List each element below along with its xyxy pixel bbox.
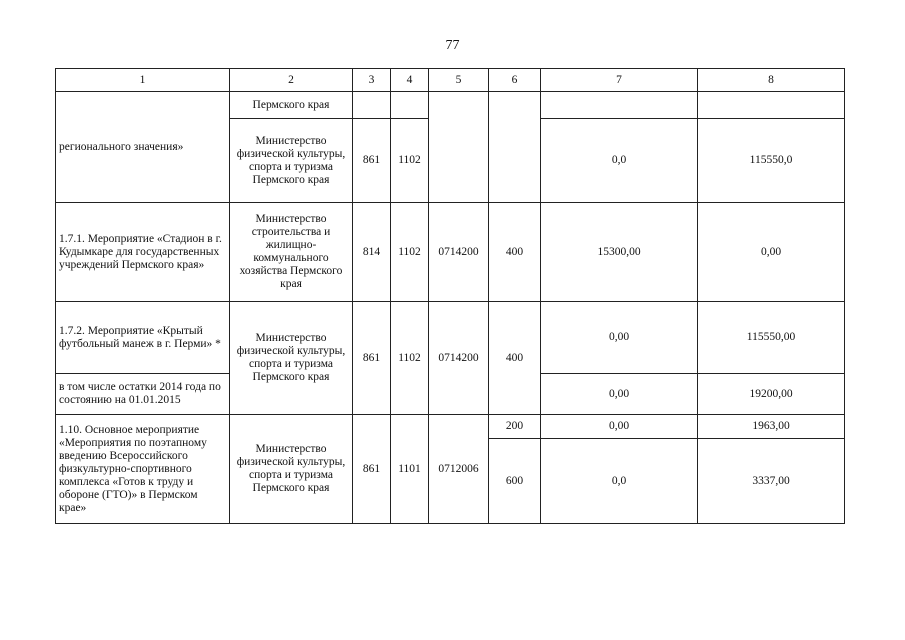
cell-empty [541,92,698,119]
cell-section-code: 1102 [391,302,429,415]
cell-expense-code: 200 [489,415,541,439]
cell-value-col8: 0,00 [698,203,845,302]
cell-ministry-code: 861 [353,415,391,524]
cell-empty [353,92,391,119]
cell-ministry-code: 861 [353,119,391,203]
cell-description: регионального значения» [56,92,230,203]
table-row [56,302,845,374]
cell-value-col7: 0,00 [541,374,698,415]
cell-empty [429,92,489,203]
cell-section-code: 1102 [391,203,429,302]
cell-empty [391,92,429,119]
cell-value-col8: 3337,00 [698,439,845,524]
header-cell-4: 4 [391,69,429,92]
cell-expense-code: 400 [489,302,541,415]
cell-value-col8: 1963,00 [698,415,845,439]
header-cell-5: 5 [429,69,489,92]
cell-description: в том числе остатки 2014 года по состоянию на 01.01.2015 [56,374,230,415]
cell-target-code: 0714200 [429,302,489,415]
header-cell-8: 8 [698,69,845,92]
header-cell-6: 6 [489,69,541,92]
header-cell-1: 1 [56,69,230,92]
cell-description: 1.10. Основное мероприятие «Мероприятия по поэтапному введению Всероссийского физкультурно-спортивного комплекса «Готов к труду и обороне (ГТО)» в Пермском крае» [56,415,230,524]
header-row [56,69,845,92]
cell-target-code: 0714200 [429,203,489,302]
cell-value-col8: 115550,0 [698,119,845,203]
cell-description: 1.7.1. Мероприятие «Стадион в г. Кудымкаре для государственных учреждений Пермского края» [56,203,230,302]
table-row [56,415,845,439]
cell-agency: Министерство физической культуры, спорта и туризма Пермского края [230,119,353,203]
cell-expense-code: 400 [489,203,541,302]
cell-value-col7: 0,00 [541,415,698,439]
cell-value-col7: 0,0 [541,119,698,203]
cell-section-code: 1102 [391,119,429,203]
cell-value-col7: 0,00 [541,302,698,374]
cell-agency: Министерство строительства и жилищно-коммунального хозяйства Пермского края [230,203,353,302]
cell-empty [698,92,845,119]
cell-value-col8: 19200,00 [698,374,845,415]
cell-value-col7: 15300,00 [541,203,698,302]
cell-ministry-code: 814 [353,203,391,302]
cell-agency: Министерство физической культуры, спорта и туризма Пермского края [230,415,353,524]
page-number: 77 [445,38,460,53]
cell-expense-code: 600 [489,439,541,524]
cell-agency: Пермского края [230,92,353,119]
table-row [56,203,845,302]
cell-value-col7: 0,0 [541,439,698,524]
cell-section-code: 1101 [391,415,429,524]
header-cell-2: 2 [230,69,353,92]
cell-target-code: 0712006 [429,415,489,524]
table-row [56,92,845,119]
budget-table [55,68,845,524]
cell-empty [489,92,541,203]
cell-ministry-code: 861 [353,302,391,415]
header-cell-7: 7 [541,69,698,92]
cell-value-col8: 115550,00 [698,302,845,374]
cell-description: 1.7.2. Мероприятие «Крытый футбольный манеж в г. Перми» * [56,302,230,374]
header-cell-3: 3 [353,69,391,92]
cell-agency: Министерство физической культуры, спорта и туризма Пермского края [230,302,353,415]
